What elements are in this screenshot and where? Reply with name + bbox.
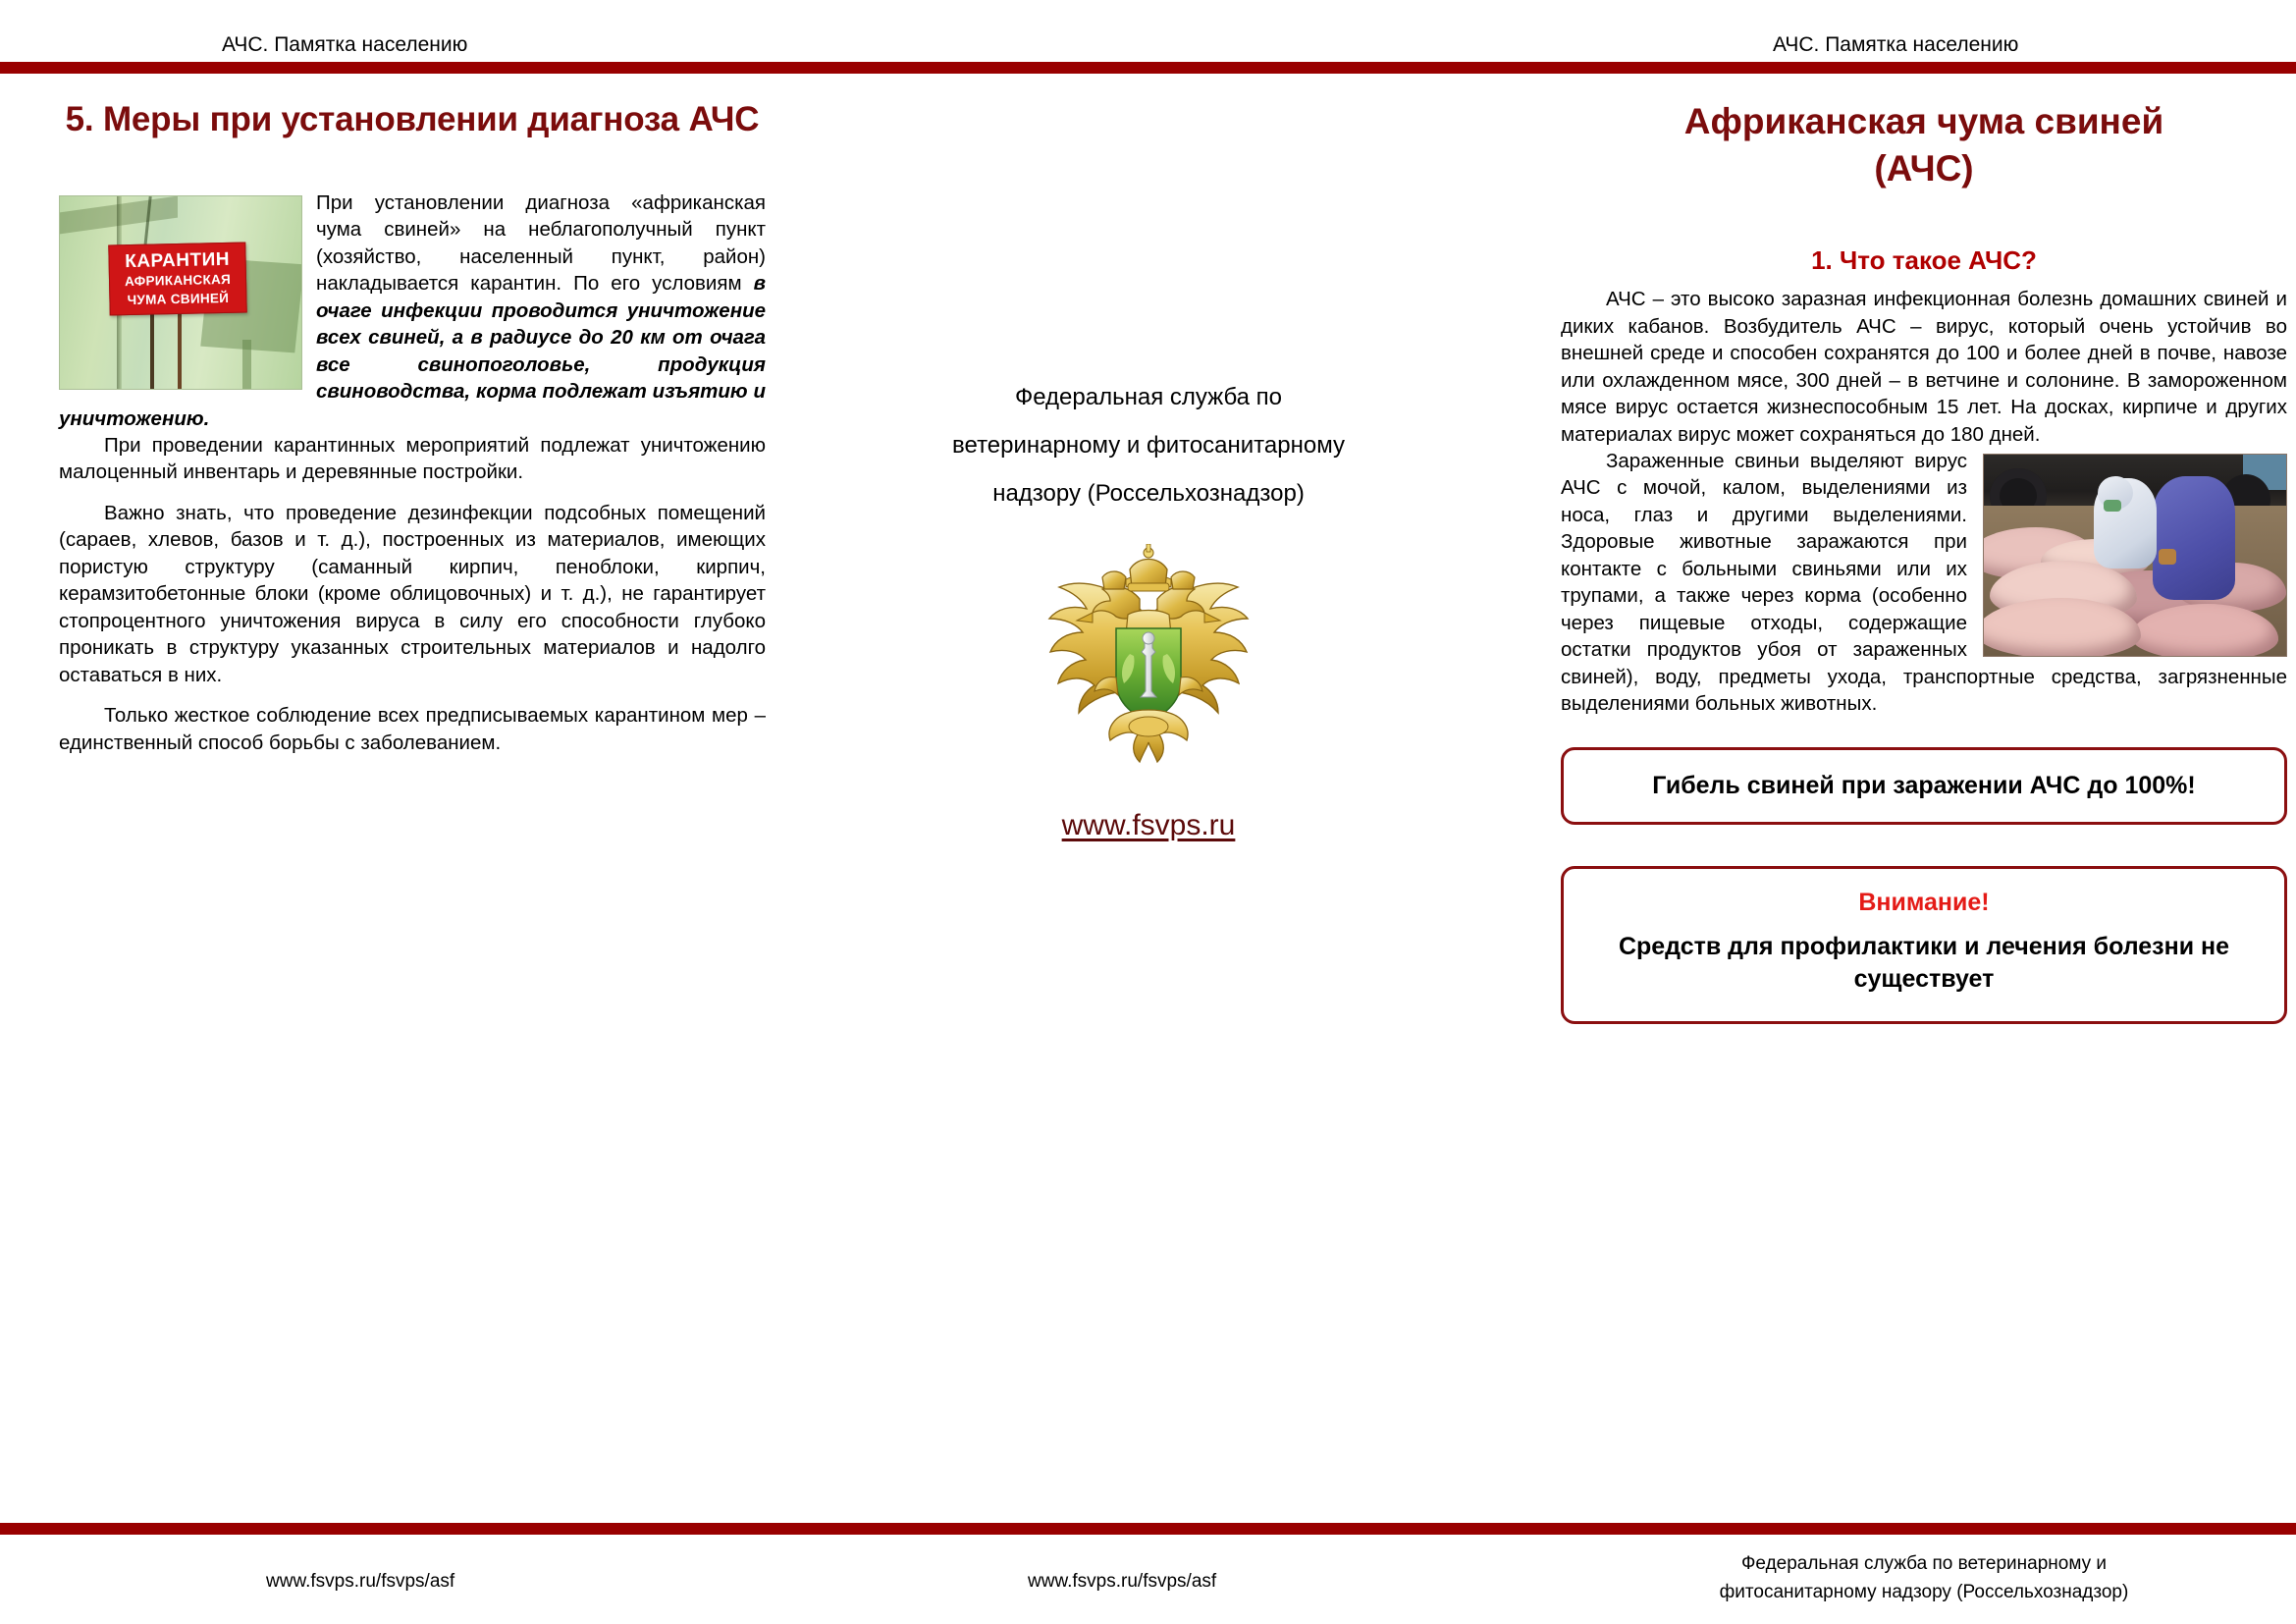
left-paragraph-1-plain: При установлении диагноза «африканская чума свиней» на неблагополучный пункт (хозяйство, населенный пункт, район) накладывается карантин. По его условиям — [316, 190, 766, 296]
header-left-title: АЧС. Памятка населению — [222, 33, 468, 56]
sign-line-1: КАРАНТИН — [125, 248, 231, 272]
quarantine-sign-plate — [108, 242, 246, 315]
right-paragraph-1: АЧС – это высоко заразная инфекционная болезнь домашних свиней и диких кабанов. Возбудитель АЧС – вирус, который очень устойчив во внешней среде и способен сохранятся до 100 и более дней в почве, навозе или охлажденном мясе, 300 дней – в ветчине и солонине. В замороженном мясе вирус остается жизнеспособным 15 лет. На досках, кирпиче и других материалах вирус может сохраняться до 180 дней. — [1561, 288, 2287, 446]
header-divider-rule — [0, 62, 2296, 74]
post-cast-shadow — [242, 340, 251, 389]
left-paragraph-2: При проведении карантинных мероприятий подлежат уничтожению малоценный инвентарь и деревянные постройки. — [59, 434, 766, 484]
warning-callout-box — [1561, 866, 2287, 1024]
worker-glove — [2159, 549, 2176, 565]
left-column — [59, 98, 766, 756]
quarantine-sign-photo — [59, 195, 302, 390]
worker-blue-suit — [2153, 476, 2235, 600]
footer-organization-line-2: фитосанитарному надзору (Россельхознадзор) — [1719, 1582, 2129, 1603]
brochure-title-line-2: (АЧС) — [1874, 148, 1974, 189]
brochure-title-line-1: Африканская чума свиней — [1683, 101, 2164, 141]
emblem-pillar-top — [1143, 632, 1154, 644]
eagle-left-crown — [1102, 571, 1126, 589]
crown-cross — [1147, 544, 1150, 552]
footer-organization — [1561, 1549, 2287, 1607]
brochure-title — [1561, 98, 2287, 192]
eagle-right-crown — [1171, 571, 1195, 589]
warning-callout-heading: Внимание! — [1858, 888, 1990, 916]
pig-culling-photo — [1983, 454, 2287, 657]
crown-band — [1128, 583, 1169, 591]
footer-divider-rule — [0, 1523, 2296, 1535]
sign-post-right — [178, 312, 182, 390]
warning-callout-text: Средств для профилактики и лечения болезни не существует — [1618, 932, 2230, 993]
left-paragraph-3: Важно знать, что проведение дезинфекции подсобных помещений (сараев, хлевов, базов и т. д.), построенных из материалов, имеющих пористую структуру (саманный кирпич, пеноблоки, кирпич, керамзитобетонные блоки (кроме облицовочных) и т. д.), не гарантирует стопроцентного уничтожения вируса в силу его способности глубоко проникать в структуру указанных строительных материалов и надолго оставаться в них. — [59, 501, 766, 686]
website-link[interactable]: www.fsvps.ru — [1061, 808, 1236, 841]
worker-mask — [2104, 500, 2121, 512]
left-paragraph-1-emphasis: в очаге инфекции проводится уничтожение всех свиней, а в радиусе до 20 км от очага все свинопоголовье, продукция свиноводства, корма подлежат изъятию и уничтожению. — [59, 272, 766, 430]
sign-post-left — [150, 312, 154, 390]
sign-line-2: АФРИКАНСКАЯ — [124, 271, 232, 289]
footer-left-url[interactable]: www.fsvps.ru/fsvps/asf — [266, 1571, 455, 1592]
organization-line-2: ветеринарному и фитосанитарному — [952, 432, 1345, 460]
tail-knot — [1129, 717, 1168, 736]
middle-column — [844, 373, 1453, 842]
organization-line-1: Федеральная служба по — [1014, 384, 1283, 410]
right-section-heading: 1. Что такое АЧС? — [1811, 245, 2037, 276]
footer-middle-url[interactable]: www.fsvps.ru/fsvps/asf — [1028, 1571, 1217, 1592]
rosselkhoznadzor-emblem-icon — [1036, 544, 1261, 776]
header-right-title: АЧС. Памятка населению — [1773, 33, 2019, 56]
left-paragraph-4: Только жесткое соблюдение всех предписываемых карантином мер – единственный способ борьбы с заболеванием. — [59, 704, 766, 754]
right-column — [1561, 98, 2287, 1024]
organization-line-3: надзору (Россельхознадзор) — [992, 480, 1305, 508]
sign-line-3: ЧУМА СВИНЕЙ — [127, 290, 230, 307]
left-section-heading: 5. Меры при установлении диагноза АЧС — [65, 100, 760, 138]
mortality-callout-box: Гибель свиней при заражении АЧС до 100%! — [1561, 747, 2287, 825]
right-paragraph-2: Зараженные свиньи выделяют вирус АЧС с мочой, калом, выделениями из носа, глаз и другими выделениями. Здоровые животные заражаются при контакте с больными свиньями или их трупами, а также через корма (особенно через пищевые отходы, содержащие остатки продуктов убоя от зараженных свиней), воду, предметы ухода, транспортные средства, загрязненные выделениями больных животных. — [1561, 450, 2287, 716]
footer-organization-line-1: Федеральная служба по ветеринарному и — [1740, 1553, 2108, 1574]
